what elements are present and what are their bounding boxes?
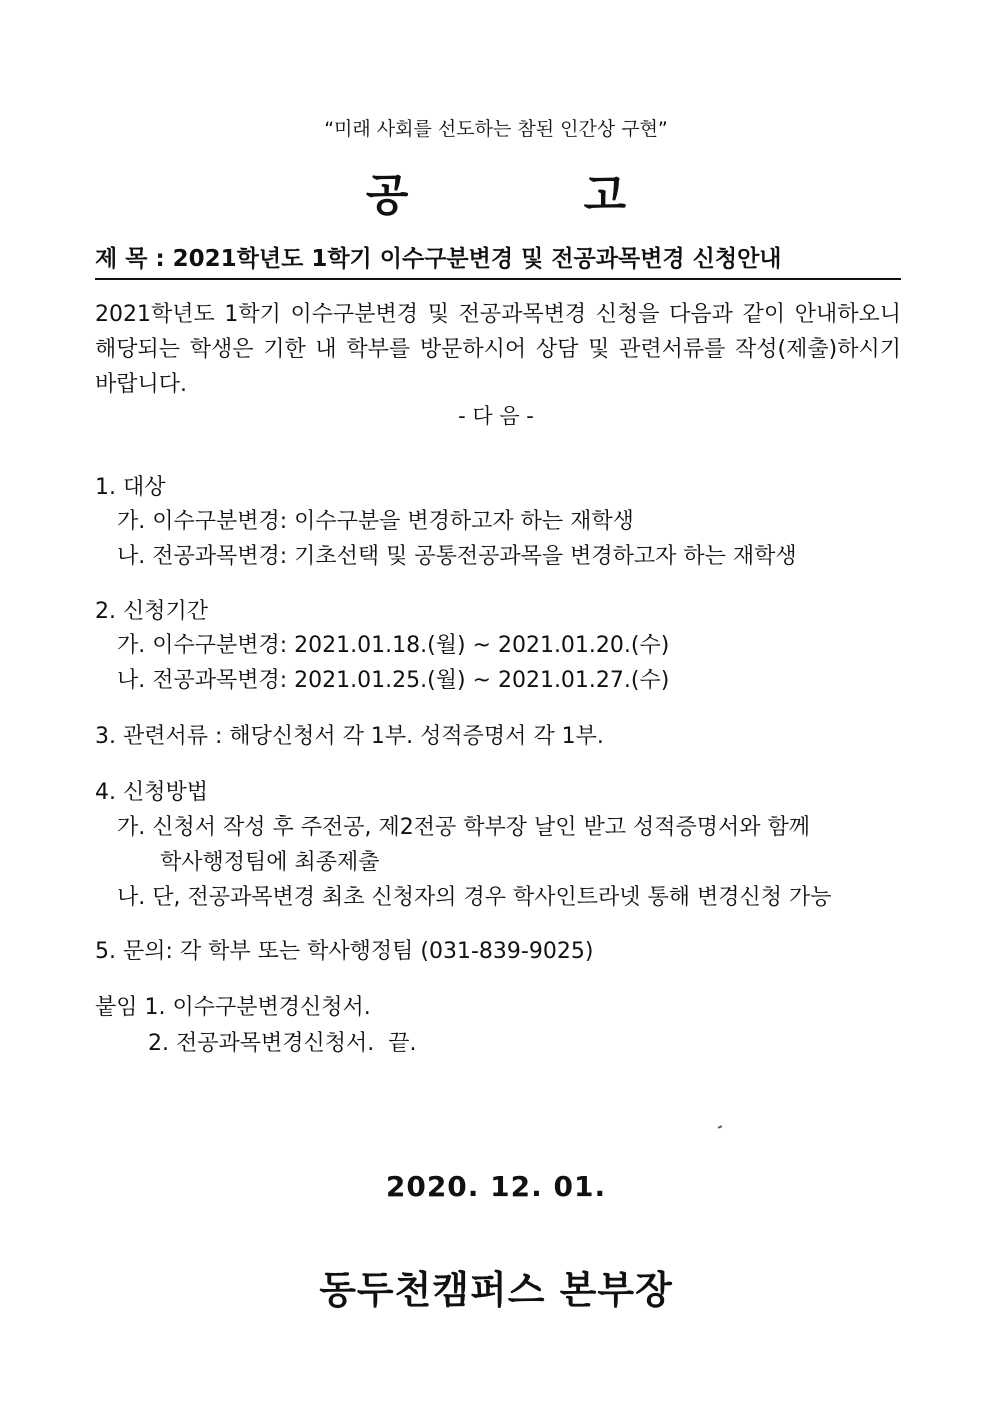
section-period-title: 2. 신청기간 — [95, 599, 208, 624]
stray-mark — [718, 1125, 722, 1129]
attachment-line-2: 2. 전공과목변경신청서. 끝. — [148, 1031, 417, 1056]
notice-subject: 제 목 : 2021학년도 1학기 이수구분변경 및 전공과목변경 신청안내 — [95, 244, 901, 280]
section-period-item-a: 가. 이수구분변경: 2021.01.18.(월) ~ 2021.01.20.(수) — [117, 633, 670, 658]
section-method-item-a-continued: 학사행정팀에 최종제출 — [160, 850, 380, 875]
attachment-line-1: 붙임 1. 이수구분변경신청서. — [95, 995, 371, 1020]
intro-paragraph: 2021학년도 1학기 이수구분변경 및 전공과목변경 신청을 다음과 같이 안내하오니 해당되는 학생은 기한 내 학부를 방문하시어 상담 및 관련서류를 작성(제출)하시기 바랍니다. — [95, 302, 901, 397]
motto: “미래 사회를 선도하는 참된 인간상 구현” — [324, 118, 668, 140]
section-period-item-b: 나. 전공과목변경: 2021.01.25.(월) ~ 2021.01.27.(수) — [117, 668, 670, 693]
section-target-item-b: 나. 전공과목변경: 기초선택 및 공통전공과목을 변경하고자 하는 재학생 — [117, 544, 797, 569]
following-label: - 다 음 - — [458, 404, 534, 428]
notice-heading: 공 고 — [365, 170, 707, 221]
section-target-item-a: 가. 이수구분변경: 이수구분을 변경하고자 하는 재학생 — [117, 509, 634, 534]
signer: 동두천캠퍼스 본부장 — [319, 1268, 673, 1312]
section-method-title: 4. 신청방법 — [95, 780, 208, 805]
section-contact: 5. 문의: 각 학부 또는 학사행정팀 (031-839-9025) — [95, 939, 594, 964]
section-documents: 3. 관련서류 : 해당신청서 각 1부. 성적증명서 각 1부. — [95, 724, 604, 749]
notice-date: 2020. 12. 01. — [385, 1170, 607, 1203]
section-method-item-a: 가. 신청서 작성 후 주전공, 제2전공 학부장 날인 받고 성적증명서와 함께 — [117, 815, 810, 840]
section-method-item-b: 나. 단, 전공과목변경 최초 신청자의 경우 학사인트라넷 통해 변경신청 가능 — [117, 885, 832, 910]
section-target-title: 1. 대상 — [95, 475, 166, 500]
